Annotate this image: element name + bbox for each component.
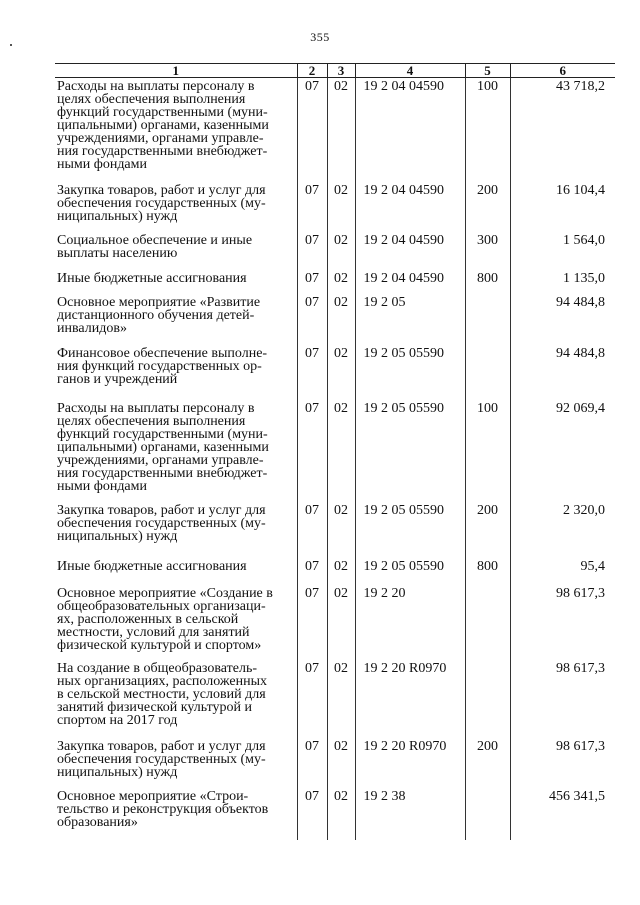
expense-name-line: ния функций государственных ор- — [57, 358, 262, 374]
cell-expense-name — [55, 270, 297, 294]
cell-amount: 456 341,5 — [510, 788, 615, 840]
cell-expense-name — [55, 345, 297, 400]
cell-expense-type: 300 — [465, 232, 510, 270]
table-row — [55, 345, 615, 400]
cell-target-code: 19 2 04 04590 — [355, 270, 465, 294]
cell-expense-name — [55, 585, 297, 660]
cell-section: 07 — [297, 78, 327, 182]
expense-name-line: функций государственными (муни- — [57, 426, 268, 442]
table-row — [55, 585, 615, 660]
table-row — [55, 738, 615, 788]
cell-amount: 43 718,2 — [510, 78, 615, 182]
table-row — [55, 232, 615, 270]
expense-name-line: ципальными) органами, казенными — [57, 439, 269, 455]
cell-subsection: 02 — [327, 294, 355, 345]
expense-name-line: Расходы на выплаты персоналу в — [57, 400, 255, 416]
expense-name-line: Расходы на выплаты персоналу в — [57, 79, 255, 94]
cell-expense-type: 200 — [465, 738, 510, 788]
table-row — [55, 660, 615, 738]
header-col-6: 6 — [510, 64, 615, 78]
table-row — [55, 78, 615, 182]
expense-name-line: ниципальных) нужд — [57, 528, 178, 544]
expense-name-line: тельство и реконструкция объектов — [57, 801, 269, 817]
expense-name-line: Финансовое обеспечение выполне- — [57, 345, 268, 361]
expense-name-line: в сельской местности, условий для — [57, 686, 266, 702]
expense-name-line: ганов и учреждений — [57, 371, 178, 387]
table-body — [55, 78, 615, 840]
cell-section: 07 — [297, 182, 327, 232]
cell-expense-type — [465, 585, 510, 660]
cell-target-code: 19 2 38 — [355, 788, 465, 840]
table-header — [55, 64, 615, 78]
cell-amount: 98 617,3 — [510, 738, 615, 788]
expense-name-line: Основное мероприятие «Создание в — [57, 585, 273, 601]
expense-name-line: местности, условий для занятий — [57, 624, 250, 640]
cell-amount: 16 104,4 — [510, 182, 615, 232]
expense-name-line: физической культурой и спортом» — [57, 637, 262, 653]
header-col-4: 4 — [355, 64, 465, 78]
cell-subsection: 02 — [327, 585, 355, 660]
cell-subsection: 02 — [327, 400, 355, 502]
cell-target-code: 19 2 20 R0970 — [355, 660, 465, 738]
expense-name-line: обеспечения государственных (му- — [57, 195, 266, 211]
expense-name-line: инвалидов» — [57, 320, 127, 336]
cell-expense-type: 800 — [465, 270, 510, 294]
cell-subsection: 02 — [327, 738, 355, 788]
cell-expense-type — [465, 788, 510, 840]
cell-expense-name — [55, 660, 297, 738]
expense-name-line: ния государственными внебюджет- — [57, 465, 268, 481]
cell-target-code: 19 2 05 05590 — [355, 345, 465, 400]
header-col-2: 2 — [297, 64, 327, 78]
expense-name-line: обеспечения государственных (му- — [57, 515, 266, 531]
expense-name-line: ния государственными внебюджет- — [57, 144, 268, 159]
cell-target-code: 19 2 05 — [355, 294, 465, 345]
cell-amount: 1 564,0 — [510, 232, 615, 270]
header-col-1: 1 — [55, 64, 297, 78]
cell-section: 07 — [297, 788, 327, 840]
expense-name-line: Основное мероприятие «Развитие — [57, 294, 261, 310]
header-col-3: 3 — [327, 64, 355, 78]
cell-amount: 98 617,3 — [510, 585, 615, 660]
cell-target-code: 19 2 04 04590 — [355, 232, 465, 270]
expense-name-line: занятий физической культурой и — [57, 699, 253, 715]
table-row — [55, 400, 615, 502]
expense-name-line: образования» — [57, 814, 138, 830]
cell-section: 07 — [297, 660, 327, 738]
cell-section: 07 — [297, 400, 327, 502]
cell-expense-type: 200 — [465, 182, 510, 232]
cell-expense-type — [465, 294, 510, 345]
cell-target-code: 19 2 20 R0970 — [355, 738, 465, 788]
expense-name-line: На создание в общеобразователь- — [57, 660, 258, 676]
expense-name-line: ципальными) органами, казенными — [57, 118, 269, 133]
cell-amount: 98 617,3 — [510, 660, 615, 738]
cell-section: 07 — [297, 585, 327, 660]
table-row — [55, 294, 615, 345]
expense-name-line: Иные бюджетные ассигнования — [57, 558, 247, 574]
expense-name-line: Закупка товаров, работ и услуг для — [57, 738, 266, 754]
cell-expense-name — [55, 294, 297, 345]
cell-expense-name — [55, 400, 297, 502]
expense-name-line: учреждениями, органами управле- — [57, 131, 264, 146]
cell-amount: 95,4 — [510, 558, 615, 585]
expense-name-line: Закупка товаров, работ и услуг для — [57, 182, 266, 198]
cell-target-code: 19 2 05 05590 — [355, 558, 465, 585]
expense-name-line: Социальное обеспечение и иные — [57, 232, 253, 248]
cell-amount: 1 135,0 — [510, 270, 615, 294]
table-row — [55, 270, 615, 294]
cell-target-code: 19 2 20 — [355, 585, 465, 660]
expense-name-line: функций государственными (муни- — [57, 105, 268, 120]
expense-name-line: целях обеспечения выполнения — [57, 413, 246, 429]
cell-expense-type — [465, 345, 510, 400]
cell-amount: 94 484,8 — [510, 294, 615, 345]
cell-expense-type: 200 — [465, 502, 510, 558]
budget-table — [55, 63, 615, 840]
expense-name-line: ными фондами — [57, 478, 148, 494]
cell-subsection: 02 — [327, 502, 355, 558]
cell-expense-name — [55, 232, 297, 270]
cell-expense-type: 800 — [465, 558, 510, 585]
header-col-5: 5 — [465, 64, 510, 78]
cell-target-code: 19 2 05 05590 — [355, 400, 465, 502]
cell-section: 07 — [297, 294, 327, 345]
cell-expense-name — [55, 182, 297, 232]
cell-subsection: 02 — [327, 345, 355, 400]
cell-amount: 2 320,0 — [510, 502, 615, 558]
cell-expense-type: 100 — [465, 400, 510, 502]
cell-amount: 92 069,4 — [510, 400, 615, 502]
cell-expense-name — [55, 738, 297, 788]
table-row — [55, 502, 615, 558]
header-row — [55, 64, 615, 78]
cell-expense-name — [55, 558, 297, 585]
expense-name-line: учреждениями, органами управле- — [57, 452, 264, 468]
expense-name-line: общеобразовательных организаци- — [57, 598, 266, 614]
cell-subsection: 02 — [327, 270, 355, 294]
cell-expense-type: 100 — [465, 78, 510, 182]
cell-subsection: 02 — [327, 660, 355, 738]
table-row — [55, 182, 615, 232]
table-row — [55, 558, 615, 585]
expense-name-line: Иные бюджетные ассигнования — [57, 270, 247, 286]
expense-name-line: ниципальных) нужд — [57, 208, 178, 224]
expense-name-line: спортом на 2017 год — [57, 712, 178, 728]
expense-name-line: обеспечения государственных (му- — [57, 751, 266, 767]
expense-name-line: выплаты населению — [57, 245, 178, 261]
cell-amount: 94 484,8 — [510, 345, 615, 400]
table-row — [55, 788, 615, 840]
cell-expense-type — [465, 660, 510, 738]
cell-subsection: 02 — [327, 558, 355, 585]
expense-name-line: ях, расположенных в сельской — [57, 611, 239, 627]
expense-name-line: Закупка товаров, работ и услуг для — [57, 502, 266, 518]
cell-subsection: 02 — [327, 232, 355, 270]
cell-target-code: 19 2 05 05590 — [355, 502, 465, 558]
cell-section: 07 — [297, 270, 327, 294]
expense-name-line: ниципальных) нужд — [57, 764, 178, 780]
expense-name-line: ных организациях, расположенных — [57, 673, 267, 689]
cell-section: 07 — [297, 232, 327, 270]
cell-expense-name — [55, 78, 297, 182]
cell-expense-name — [55, 502, 297, 558]
expense-name-line: дистанционного обучения детей- — [57, 307, 255, 323]
page-number: 355 — [310, 30, 330, 44]
cell-section: 07 — [297, 345, 327, 400]
cell-expense-name — [55, 788, 297, 840]
cell-subsection: 02 — [327, 182, 355, 232]
scan-mark — [10, 44, 12, 46]
cell-target-code: 19 2 04 04590 — [355, 78, 465, 182]
cell-subsection: 02 — [327, 78, 355, 182]
expense-name-line: целях обеспечения выполнения — [57, 92, 246, 107]
cell-target-code: 19 2 04 04590 — [355, 182, 465, 232]
expense-name-line: Основное мероприятие «Строи- — [57, 788, 249, 804]
cell-section: 07 — [297, 738, 327, 788]
cell-section: 07 — [297, 502, 327, 558]
cell-subsection: 02 — [327, 788, 355, 840]
cell-section: 07 — [297, 558, 327, 585]
expense-name-line: ными фондами — [57, 157, 148, 172]
